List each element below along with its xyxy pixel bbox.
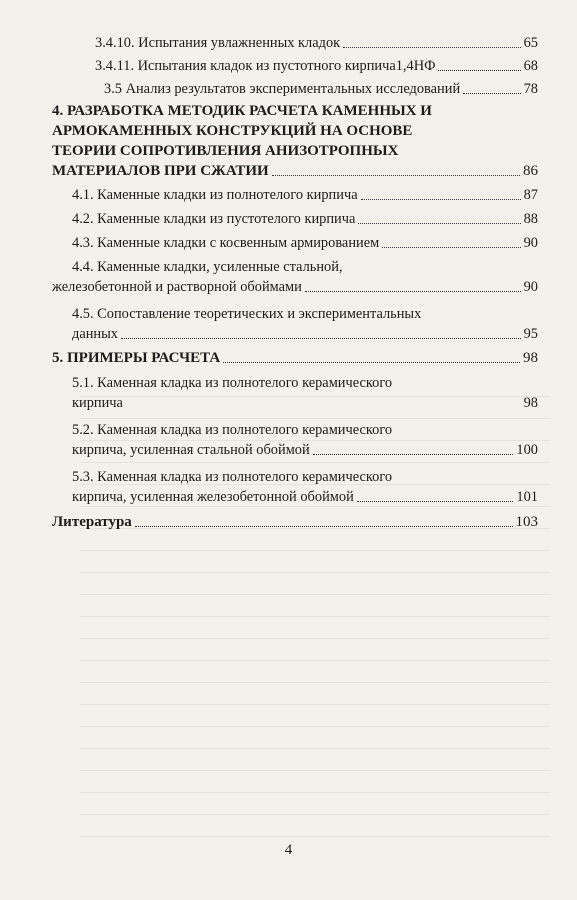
toc-entry-line: 4.5. Сопоставление теоретических и экспериментальных xyxy=(72,306,422,322)
toc-entry-line: АРМОКАМЕННЫХ КОНСТРУКЦИЙ НА ОСНОВЕ xyxy=(52,123,413,139)
leader-dots xyxy=(305,291,521,292)
leader-dots xyxy=(358,223,520,224)
toc-entry-line: 5.2. Каменная кладка из полнотелого керамического xyxy=(72,422,393,438)
toc-entry-line: 4. РАЗРАБОТКА МЕТОДИК РАСЧЕТА КАМЕННЫХ И xyxy=(52,103,432,119)
leader-dots xyxy=(382,247,520,248)
leader-dots xyxy=(313,454,514,455)
toc-page-number: 95 xyxy=(523,326,538,342)
toc-entry-4-4[interactable] xyxy=(52,257,538,297)
toc-page-number: 68 xyxy=(523,58,538,74)
toc-page-number: 87 xyxy=(523,187,538,203)
toc-entry-text: Литература xyxy=(52,514,132,530)
toc-entry-text: 3.4.11. Испытания кладок из пустотного кирпича1,4НФ xyxy=(95,58,436,74)
toc-entry-3-4-11[interactable] xyxy=(52,56,538,76)
leader-dots xyxy=(126,407,521,408)
toc-entry-chapter-5[interactable] xyxy=(52,348,538,368)
toc-page-number: 98 xyxy=(523,395,538,411)
toc-page-number: 103 xyxy=(515,514,538,530)
toc-page-number: 78 xyxy=(523,81,538,97)
toc-entry-text: 4.1. Каменные кладки из полнотелого кирпича xyxy=(72,187,358,203)
toc-entry-text: 4.3. Каменные кладки с косвенным армированием xyxy=(72,235,380,251)
leader-dots xyxy=(361,199,521,200)
toc-entry-line: 5.1. Каменная кладка из полнотелого керамического xyxy=(72,375,393,391)
toc-page-number: 100 xyxy=(516,442,538,458)
leader-dots xyxy=(223,362,520,363)
leader-dots xyxy=(121,338,521,339)
leader-dots xyxy=(438,70,520,71)
leader-dots xyxy=(463,93,520,94)
toc-entry-text: 3.5 Анализ результатов экспериментальных исследований xyxy=(104,81,461,97)
leader-dots xyxy=(343,47,520,48)
toc-entry-text: кирпича xyxy=(72,395,123,411)
table-of-contents xyxy=(52,33,538,532)
toc-entry-4-2[interactable] xyxy=(52,209,538,229)
page-number: 4 xyxy=(284,842,293,858)
leader-dots xyxy=(272,175,520,176)
leader-dots xyxy=(135,526,513,527)
toc-entry-text: железобетонной и растворной обоймами xyxy=(52,279,302,295)
toc-page-number: 90 xyxy=(523,235,538,251)
toc-entry-text: МАТЕРИАЛОВ ПРИ СЖАТИИ xyxy=(52,163,269,179)
toc-entry-4-1[interactable] xyxy=(52,185,538,205)
toc-entry-line: 5.3. Каменная кладка из полнотелого керамического xyxy=(72,469,393,485)
toc-entry-3-5[interactable] xyxy=(52,79,538,99)
toc-entry-chapter-4[interactable] xyxy=(52,101,538,181)
toc-entry-3-4-10[interactable] xyxy=(52,33,538,53)
toc-entry-4-5[interactable] xyxy=(52,304,538,344)
toc-entry-5-3[interactable] xyxy=(52,467,538,507)
toc-page-number: 65 xyxy=(523,35,538,51)
toc-entry-5-2[interactable] xyxy=(52,420,538,460)
leader-dots xyxy=(357,501,514,502)
toc-page-number: 98 xyxy=(523,350,538,366)
toc-page-number: 101 xyxy=(516,489,538,505)
toc-entry-5-1[interactable] xyxy=(52,373,538,413)
toc-page-number: 86 xyxy=(523,163,538,179)
toc-entry-text: кирпича, усиленная железобетонной обоймой xyxy=(72,489,354,505)
toc-entry-line: ТЕОРИИ СОПРОТИВЛЕНИЯ АНИЗОТРОПНЫХ xyxy=(52,143,399,159)
toc-entry-text: 4.2. Каменные кладки из пустотелого кирпича xyxy=(72,211,356,227)
toc-entry-text: данных xyxy=(72,326,118,342)
toc-page-number: 90 xyxy=(523,279,538,295)
toc-entry-4-3[interactable] xyxy=(52,233,538,253)
toc-page-number: 88 xyxy=(523,211,538,227)
toc-entry-text: 5. ПРИМЕРЫ РАСЧЕТА xyxy=(52,350,221,366)
toc-entry-line: 4.4. Каменные кладки, усиленные стальной, xyxy=(72,259,343,275)
toc-entry-literature[interactable] xyxy=(52,512,538,532)
toc-entry-text: 3.4.10. Испытания увлажненных кладок xyxy=(95,35,341,51)
toc-entry-text: кирпича, усиленная стальной обоймой xyxy=(72,442,310,458)
